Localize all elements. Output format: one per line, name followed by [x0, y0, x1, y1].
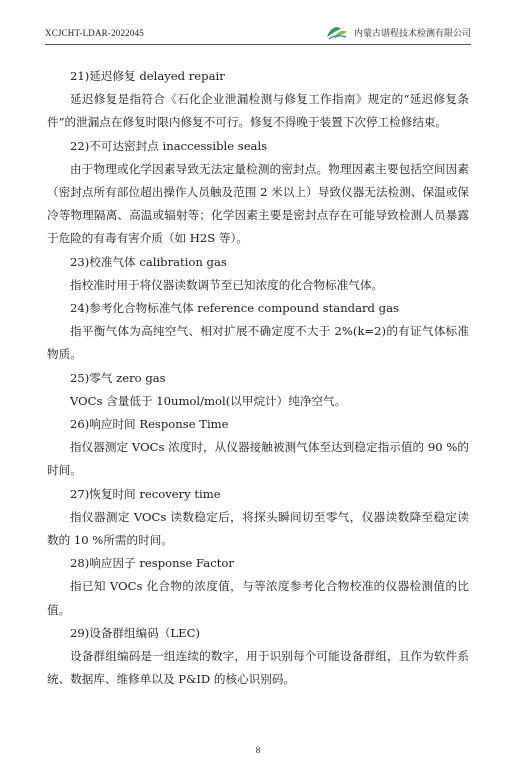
term-definition: 指仪器测定 VOCs 浓度时，从仪器接触被测气体至达到稳定指示值的 90 %的时间。: [47, 440, 469, 478]
term-heading: 21)延迟修复 delayed repair: [70, 69, 225, 83]
term-heading: 22)不可达密封点 inaccessible seals: [70, 138, 268, 153]
term-heading: 27)恢复时间 recovery time: [70, 486, 221, 501]
term-heading: 23)校准气体 calibration gas: [70, 254, 227, 269]
term-heading: 24)参考化合物标准气体 reference compound standard gas: [70, 301, 399, 316]
term-definition: 由于物理或化学因素导致无法定量检测的密封点。物理因素主要包括空间因素（密封点所有部位超出操作人员触及范围 2 米以上）导致仪器无法检测、保温或保冷等物理隔离、高温或辐射等；化学因素主要是密封点存在可能导致检测人员暴露于危险的有毒有害介质（如 H2S 等）。: [47, 161, 469, 246]
term-definition: 指已知 VOCs 化合物的浓度值，与等浓度参考化合物校准的仪器检测值的比值。: [47, 579, 469, 617]
term-heading: 28)响应因子 response Factor: [70, 556, 234, 571]
term-definition: VOCs 含量低于 10umol/mol(以甲烷计）纯净空气。: [70, 393, 347, 408]
page-header: [45, 22, 471, 45]
organization: [326, 22, 471, 42]
term-definition: 指仪器测定 VOCs 读数稳定后，将探头瞬间切至零气，仪器读数降至稳定读数的 10 %所需的时间。: [47, 509, 469, 548]
term-definition: 指平衡气体为高纯空气、相对扩展不确定度不大于 2%(k=2)的有证气体标准物质。: [47, 324, 469, 362]
term-heading: 26)响应时间 Response Time: [70, 417, 229, 432]
document-code: XCJCHT-LDAR-2022045: [45, 28, 144, 38]
term-definition: 指校准时用于将仪器读数调节至已知浓度的化合物标准气体。: [70, 277, 384, 292]
term-heading: 25)零气 zero gas: [70, 370, 166, 385]
company-logo-icon: [326, 23, 348, 41]
term-heading: 29)设备群组编码（LEC): [70, 625, 200, 640]
term-definition: 设备群组编码是一组连续的数字，用于识别每个可能设备群组，且作为软件系统、数据库、维修单以及 P&ID 的核心识别码。: [47, 649, 469, 687]
document-body: [47, 65, 469, 691]
organization-name: 内蒙古谱程技术检测有限公司: [353, 28, 471, 39]
page-number: 8: [255, 745, 261, 755]
term-definition: 延迟修复是指符合《石化企业泄漏检测与修复工作指南》规定的“延迟修复条件”的泄漏点在修复时限内修复不可行。修复不得晚于装置下次停工检修结束。: [47, 92, 469, 130]
